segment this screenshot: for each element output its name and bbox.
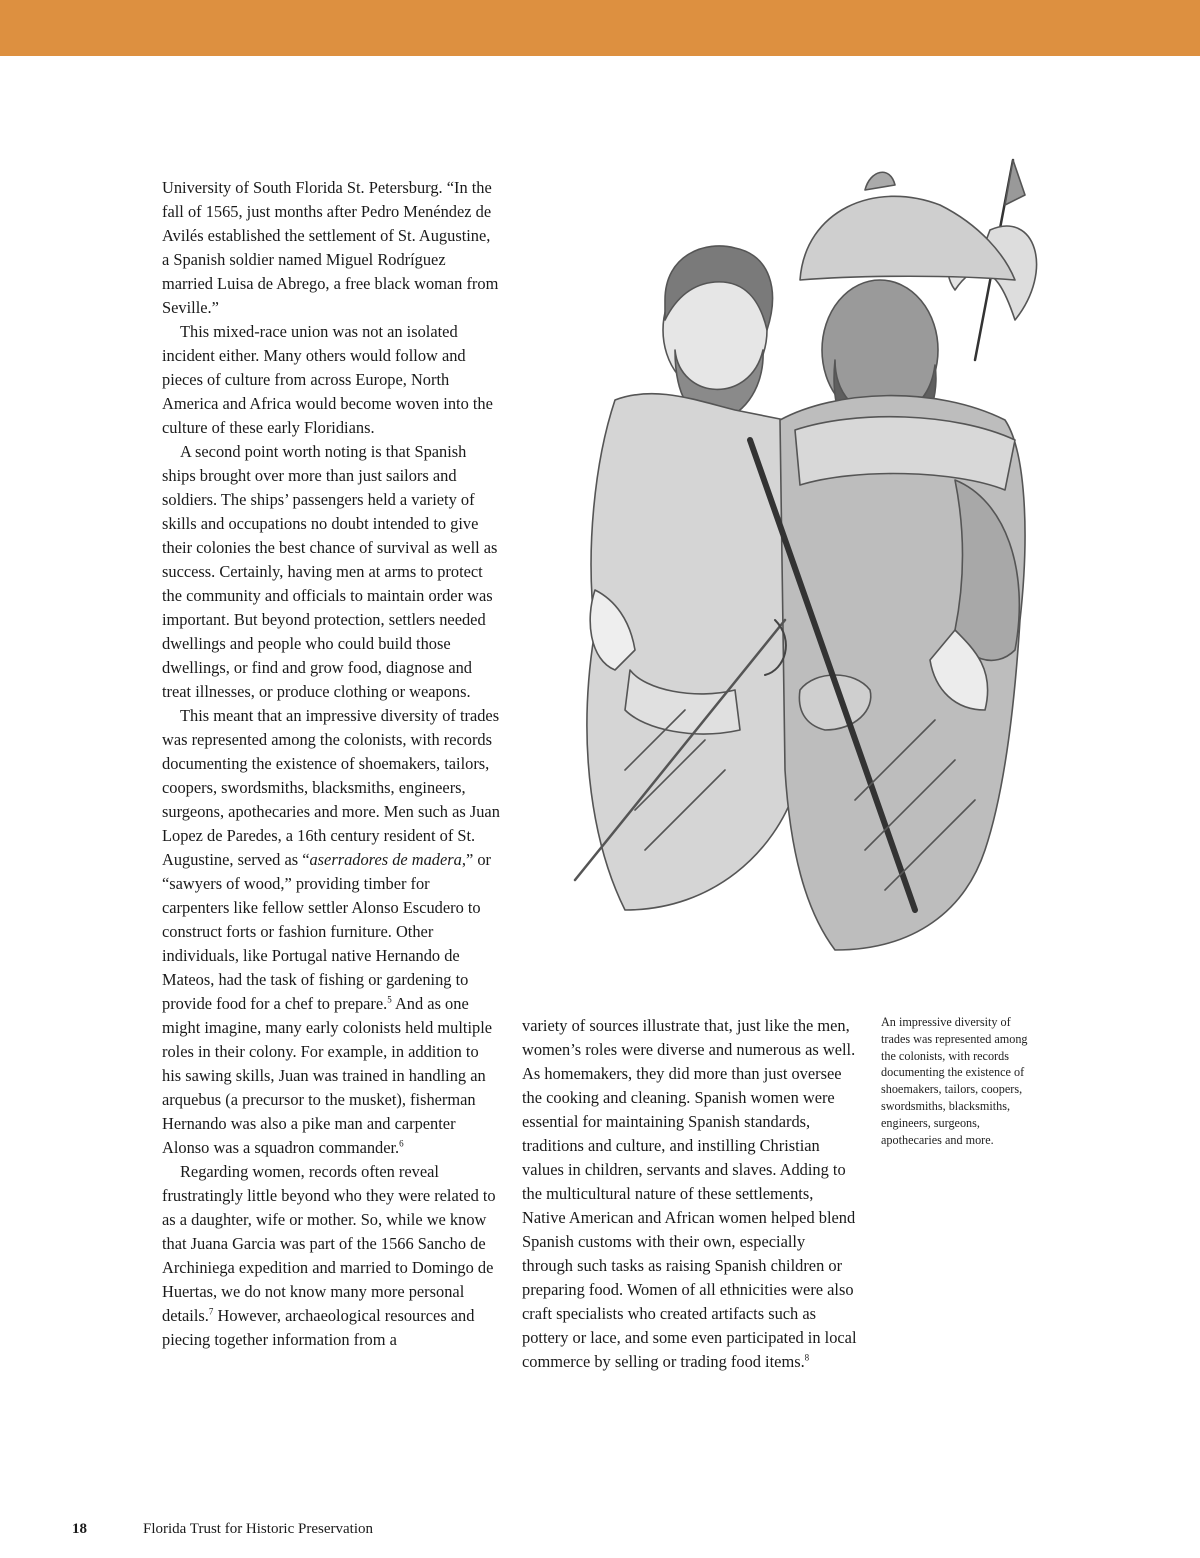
article-paragraph: variety of sources illustrate that, just like the men, women’s roles were diverse and numerous as well. As homemakers, they did more than just oversee the cooking and cleaning. Spanish women were essential for maintaining Spanish standards, traditions and culture, and instilling Christian values in children, servants and slaves. Adding to the multicultural nature of these settlements, Native American and African women helped blend Spanish customs with their own, especially through such tasks as raising Spanish children or preparing food. Women of all ethnicities were also craft specialists who created artifacts such as pottery or lace, and some even participated in local commerce by selling or trading food items.$^8$ xyxy=(522,1016,857,1371)
footnote-marker: 8 xyxy=(804,1352,810,1363)
article-paragraph: University of South Florida St. Petersburg. “In the fall of 1565, just months after Pedro Menéndez de Avilés established the settlement of St. Augustine, a Spanish soldier named Miguel Rodríguez married Luisa de Abrego, a free black woman from Seville.” xyxy=(162,178,499,317)
image-caption: An impressive diversity of trades was represented among the colonists, with records documenting the existence of shoemakers, tailors, coopers, swordsmiths, blacksmiths, engineers, surgeons, apothecaries and more. xyxy=(881,1015,1028,1147)
soldiers-sketch-illustration xyxy=(535,150,1045,960)
footnote-marker: 6 xyxy=(399,1138,404,1149)
article-paragraph: Regarding women, records often reveal frustratingly little beyond who they were related to as a daughter, wife or mother. So, while we know that Juana Garcia was part of the 1566 Sancho de Archiniega expedition and married to Domingo de Huertas, we do not know many more personal details.$^7$ However, archaeological resources and piecing together information from a xyxy=(162,1162,496,1349)
footnote-marker: 7 xyxy=(208,1306,214,1317)
article-paragraph: A second point worth noting is that Spanish ships brought over more than just sailors and soldiers. The ships’ passengers held a variety of skills and occupations no doubt intended to give their colonies the best chance of survival as well as success. Certainly, having men at arms to protect the community and officials to maintain order was important. But beyond protection, settlers needed dwellings and people who could build those dwellings, or find and grow food, diagnose and treat illnesses, or produce clothing or weapons. xyxy=(162,442,498,701)
publication-name: Florida Trust for Historic Preservation xyxy=(143,1521,373,1537)
page-number: 18 xyxy=(72,1521,87,1537)
article-paragraph: This meant that an impressive diversity of trades was represented among the colonists, with records documenting the existence of shoemakers, tailors, coopers, swordsmiths, blacksmiths, engineers, surgeons, apothecaries and more. Men such as Juan Lopez de Paredes, a 16th century resident of St. Augustine, served as “aserradores de madera,” or “sawyers of wood,” providing timber for carpenters like fellow settler Alonso Escudero to construct forts or fashion furniture. Other individuals, like Portugal native Hernando de Mateos, had the task of fishing or gardening to provide food for a chef to prepare.$^5$ And as one might imagine, many early colonists held multiple roles in their colony. For example, in addition to his sawing skills, Juan was trained in handling an arquebus (a precursor to the musket), fisherman Hernando was also a pike man and carpenter Alonso was a squadron commander.$^6$ xyxy=(162,706,500,1157)
italic-term: aserradores de madera xyxy=(309,850,462,869)
article-paragraph: This mixed-race union was not an isolated incident either. Many others would follow and pieces of culture from across Europe, North America and Africa would become woven into the culture of these early Floridians. xyxy=(162,322,493,437)
header-accent-bar xyxy=(0,0,1200,56)
footnote-marker: 5 xyxy=(387,994,392,1005)
article-column-left xyxy=(162,176,500,1352)
article-column-middle xyxy=(522,1014,858,1374)
